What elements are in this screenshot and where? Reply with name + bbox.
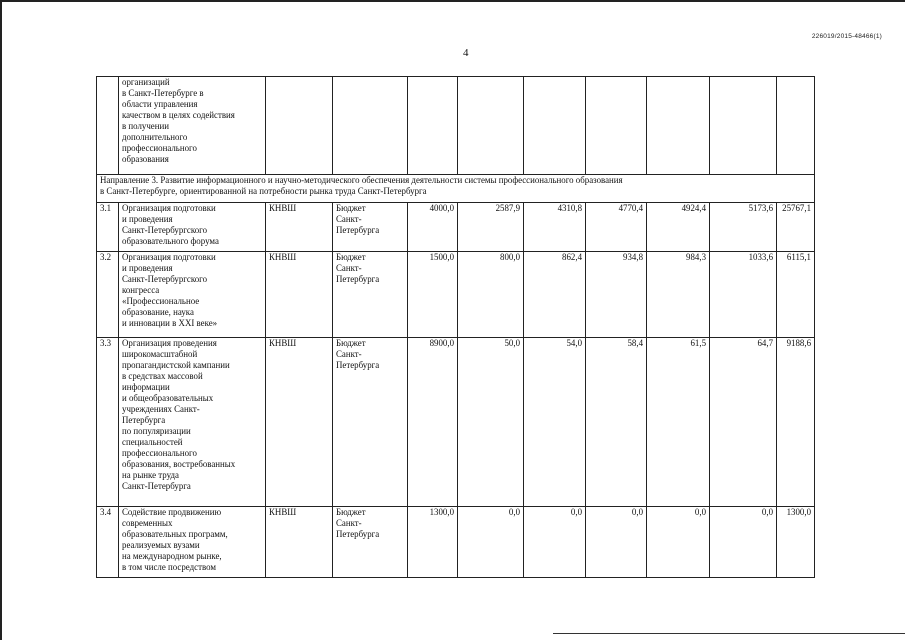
cell-value — [408, 77, 458, 175]
cell-executor: КНВШ — [266, 203, 333, 252]
cell-value: 984,3 — [647, 252, 710, 338]
cell-value-total: 1300,0 — [777, 507, 815, 578]
cell-value — [777, 77, 815, 175]
cell-executor: КНВШ — [266, 252, 333, 338]
cell-value — [647, 77, 710, 175]
cell-value — [458, 77, 524, 175]
cell-value: 4310,8 — [524, 203, 586, 252]
section-header-row — [97, 175, 815, 203]
cell-value: 934,8 — [586, 252, 647, 338]
cell-value: 8900,0 — [408, 338, 458, 507]
cell-source: Бюджет Санкт- Петербурга — [333, 203, 408, 252]
cell-source — [333, 77, 408, 175]
cell-value-total: 25767,1 — [777, 203, 815, 252]
cell-value: 58,4 — [586, 338, 647, 507]
cell-value: 0,0 — [524, 507, 586, 578]
cell-value: 1033,6 — [710, 252, 777, 338]
cell-value: 0,0 — [647, 507, 710, 578]
cell-value: 0,0 — [458, 507, 524, 578]
cell-value: 862,4 — [524, 252, 586, 338]
cell-value: 61,5 — [647, 338, 710, 507]
document-id: 226019/2015-48466(1) — [811, 33, 882, 40]
cell-source: Бюджет Санкт- Петербурга — [333, 252, 408, 338]
cell-index: 3.1 — [97, 203, 119, 252]
cell-value: 50,0 — [458, 338, 524, 507]
cell-value: 2587,9 — [458, 203, 524, 252]
cell-activity-name: Организация подготовки и проведения Санкт-Петербургского конгресса «Профессиональное образование, наука и инновации в XXI веке» — [119, 252, 266, 338]
cell-value: 1300,0 — [408, 507, 458, 578]
cell-source: Бюджет Санкт- Петербурга — [333, 338, 408, 507]
table-row — [97, 338, 815, 507]
cell-value: 4000,0 — [408, 203, 458, 252]
cell-value: 64,7 — [710, 338, 777, 507]
scan-edge-left — [0, 0, 2, 640]
cell-value: 0,0 — [586, 507, 647, 578]
table-row — [97, 252, 815, 338]
scan-bottom-line — [553, 633, 905, 634]
page-number: 4 — [463, 47, 469, 59]
cell-value: 1500,0 — [408, 252, 458, 338]
table-row — [97, 203, 815, 252]
cell-activity-name: Содействие продвижению современных образовательных программ, реализуемых вузами на международном рынке, в том числе посредством — [119, 507, 266, 578]
scan-edge-top — [0, 0, 905, 2]
cell-value: 54,0 — [524, 338, 586, 507]
cell-activity-name: организаций в Санкт-Петербурге в области управления качеством в целях содействия в получении дополнительного профессионального образования — [119, 77, 266, 175]
cell-value — [524, 77, 586, 175]
cell-index: 3.3 — [97, 338, 119, 507]
cell-activity-name: Организация подготовки и проведения Санкт-Петербургского образовательного форума — [119, 203, 266, 252]
cell-index: 3.2 — [97, 252, 119, 338]
cell-value: 0,0 — [710, 507, 777, 578]
cell-executor: КНВШ — [266, 338, 333, 507]
program-activities-table — [96, 76, 815, 578]
cell-executor: КНВШ — [266, 507, 333, 578]
cell-index — [97, 77, 119, 175]
cell-value: 4924,4 — [647, 203, 710, 252]
cell-value-total: 9188,6 — [777, 338, 815, 507]
cell-value: 5173,6 — [710, 203, 777, 252]
cell-source: Бюджет Санкт- Петербурга — [333, 507, 408, 578]
cell-activity-name: Организация проведения широкомасштабной пропагандистской кампании в средствах массовой информации и общеобразовательных учреждениях Санкт- Петербурга по популяризации специальностей профессионального образования, востребованных на рынке труда Санкт-Петербурга — [119, 338, 266, 507]
cell-index: 3.4 — [97, 507, 119, 578]
cell-value — [710, 77, 777, 175]
cell-value-total: 6115,1 — [777, 252, 815, 338]
cell-executor — [266, 77, 333, 175]
cell-value: 800,0 — [458, 252, 524, 338]
cell-value — [586, 77, 647, 175]
section-title: Направление 3. Развитие информационного и научно-методического обеспечения деятельности системы профессионального образования в Санкт-Петербурге, ориентированной на потребности рынка труда Санкт-Петербурга — [97, 175, 815, 203]
table-row — [97, 507, 815, 578]
cell-value: 4770,4 — [586, 203, 647, 252]
table-row-continuation — [97, 77, 815, 175]
